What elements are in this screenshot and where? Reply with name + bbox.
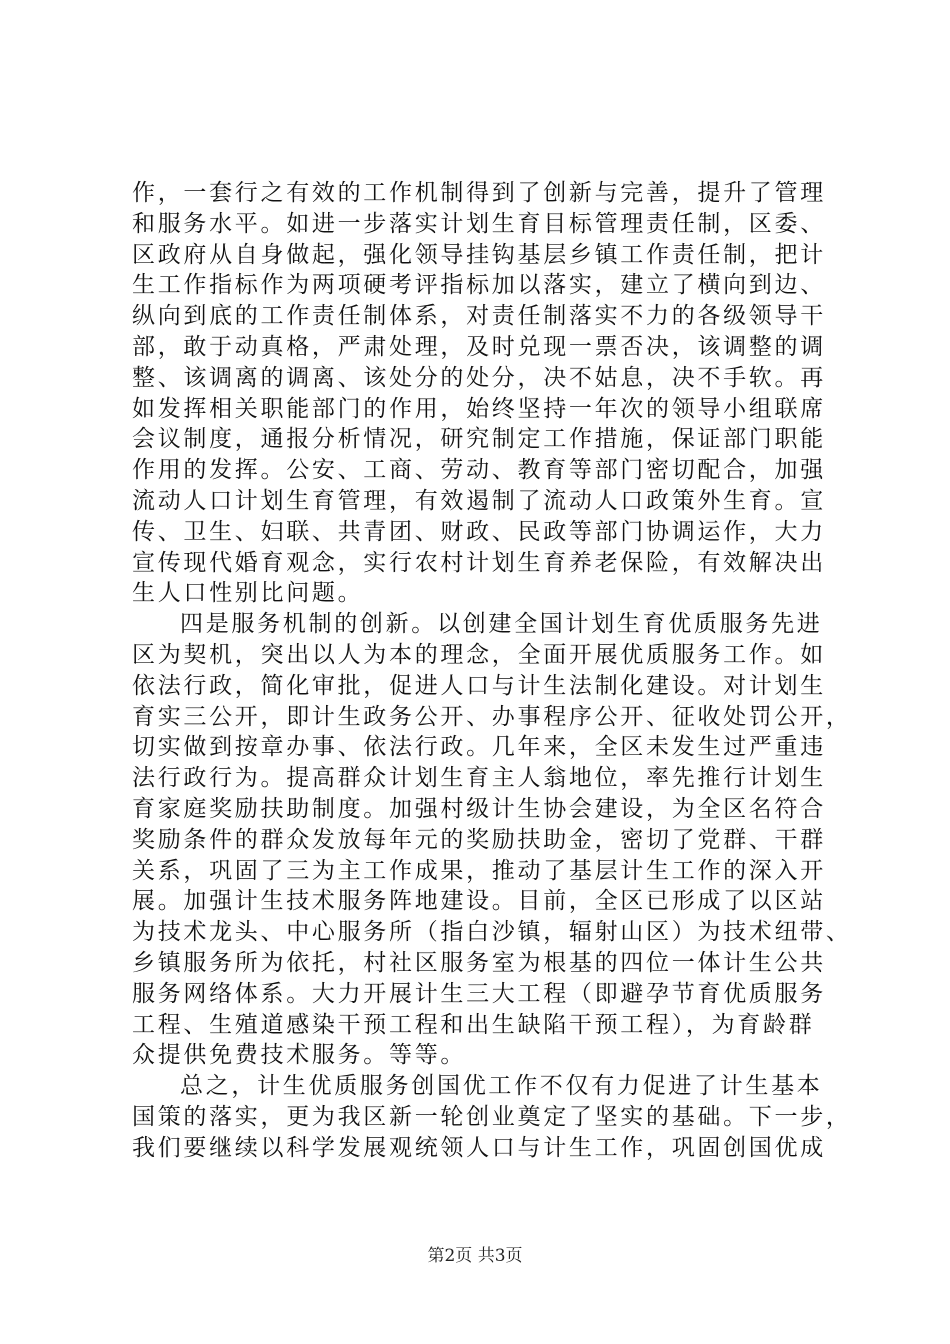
text-line: 如发挥相关职能部门的作用，始终坚持一年次的领导小组联席 (132, 395, 826, 422)
text-line: 切实做到按章办事、依法行政。几年来，全区未发生过严重违 (132, 734, 826, 761)
text-line: 流动人口计划生育管理，有效遏制了流动人口政策外生育。宣 (132, 487, 826, 514)
text-line: 纵向到底的工作责任制体系，对责任制落实不力的各级领导干 (132, 303, 826, 330)
text-line: 和服务水平。如进一步落实计划生育目标管理责任制，区委、 (132, 210, 826, 237)
text-line: 服务网络体系。大力开展计生三大工程（即避孕节育优质服务 (132, 980, 826, 1007)
text-line: 作，一套行之有效的工作机制得到了创新与完善，提升了管理 (132, 180, 826, 206)
document-body (132, 178, 852, 1164)
text-line: 关系，巩固了三为主工作成果，推动了基层计生工作的深入开 (132, 857, 826, 884)
text-line: 作用的发挥。公安、工商、劳动、教育等部门密切配合，加强 (132, 457, 826, 484)
text-line: 会议制度，通报分析情况，研究制定工作措施，保证部门职能 (132, 426, 826, 453)
text-line: 我们要继续以科学发展观统领人口与计生工作，巩固创国优成 (132, 1134, 826, 1161)
page-footer (0, 1246, 950, 1266)
paragraph-continuation (132, 178, 832, 609)
paragraph-conclusion (132, 1071, 852, 1163)
text-line: 为技术龙头、中心服务所（指白沙镇，辐射山区）为技术纽带、 (132, 919, 852, 946)
text-line: 四是服务机制的创新。以创建全国计划生育优质服务先进 (180, 611, 823, 638)
text-line: 总之，计生优质服务创国优工作不仅有力促进了计生基本 (180, 1073, 823, 1100)
text-line: 区为契机，突出以人为本的理念，全面开展优质服务工作。如 (132, 641, 826, 668)
text-line: 依法行政，简化审批，促进人口与计生法制化建设。对计划生 (132, 672, 826, 699)
text-line: 乡镇服务所为依托，村社区服务室为根基的四位一体计生公共 (132, 949, 826, 976)
text-line: 区政府从自身做起，强化领导挂钩基层乡镇工作责任制，把计 (132, 241, 826, 268)
text-line: 法行政行为。提高群众计划生育主人翁地位，率先推行计划生 (132, 765, 826, 792)
text-line: 奖励条件的群众发放每年元的奖励扶助金，密切了党群、干群 (132, 826, 826, 853)
text-line: 众提供免费技术服务。等等。 (132, 1042, 467, 1069)
text-line: 传、卫生、妇联、共青团、财政、民政等部门协调运作，大力 (132, 518, 826, 545)
text-line: 宣传现代婚育观念，实行农村计划生育养老保险，有效解决出 (132, 549, 826, 576)
text-line: 展。加强计生技术服务阵地建设。目前，全区已形成了以区站 (132, 888, 826, 915)
text-line: 生人口性别比问题。 (132, 580, 364, 607)
page-number-indicator: 第2页 共3页 (427, 1246, 523, 1266)
text-line: 国策的落实，更为我区新一轮创业奠定了坚实的基础。下一步， (132, 1103, 852, 1130)
text-line: 整、该调离的调离、该处分的处分，决不姑息，决不手软。再 (132, 364, 826, 391)
text-line: 部，敢于动真格，严肃处理，及时兑现一票否决，该调整的调 (132, 333, 826, 360)
text-line: 育家庭奖励扶助制度。加强村级计生协会建设，为全区名符合 (132, 795, 826, 822)
text-line: 工程、生殖道感染干预工程和出生缺陷干预工程），为育龄群 (132, 1011, 815, 1038)
paragraph-service-mechanism (132, 609, 852, 1071)
text-line: 生工作指标作为两项硬考评指标加以落实，建立了横向到边、 (132, 272, 826, 299)
text-line: 育实三公开，即计生政务公开、办事程序公开、征收处罚公开， (132, 703, 852, 730)
